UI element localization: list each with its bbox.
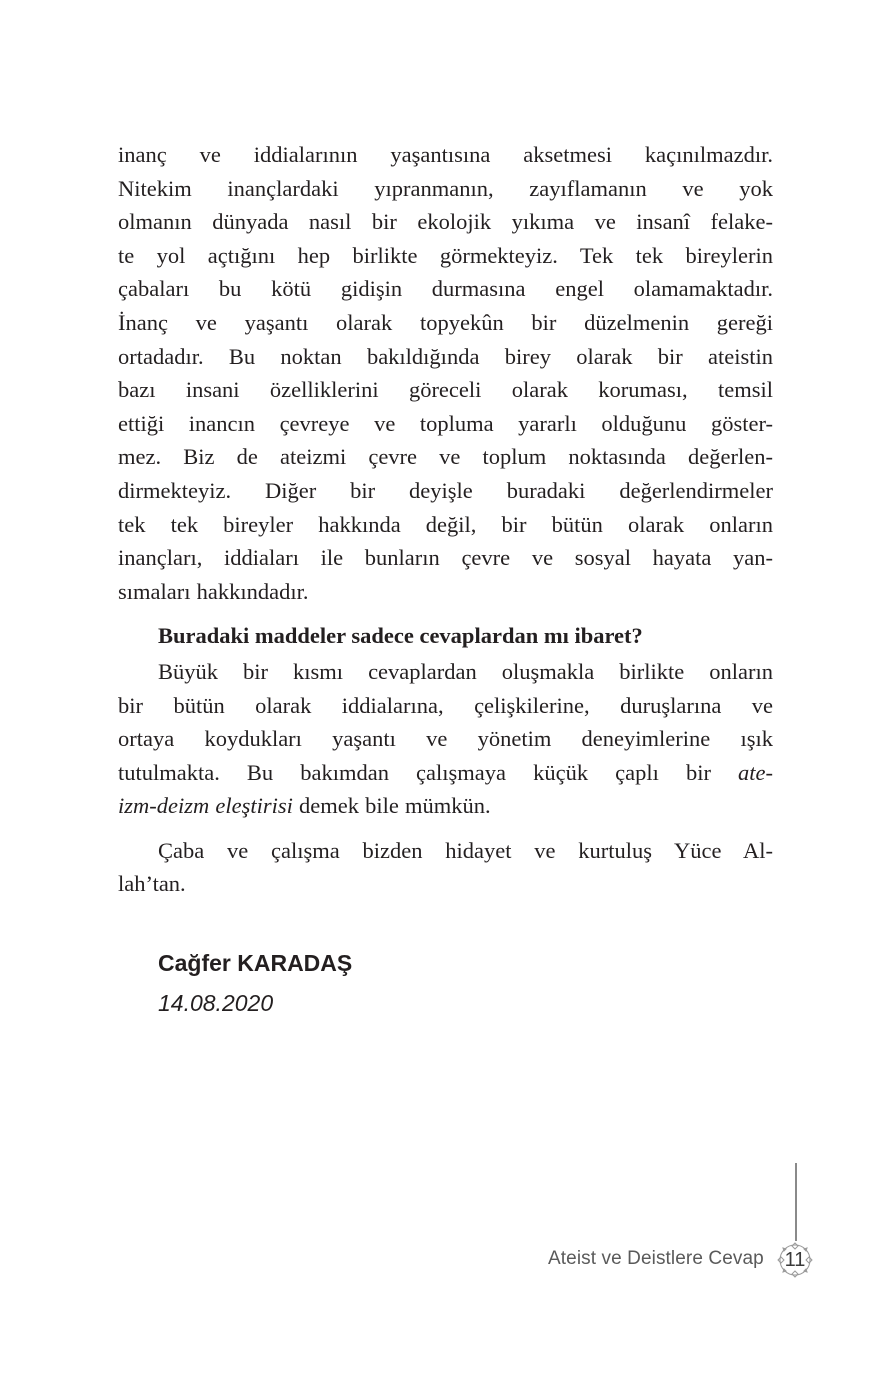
page-body	[118, 138, 773, 901]
page-number-badge	[775, 1240, 815, 1280]
text-line: bir bütün olarak iddialarına, çelişkilerine, duruşlarına ve	[118, 692, 773, 718]
text-line: inançları, iddiaları ile bunların çevre ve sosyal hayata yan-	[118, 545, 773, 571]
paragraph-1	[118, 138, 773, 608]
text-line: Nitekim inançlardaki yıpranmanın, zayıflamanın ve yok	[118, 175, 773, 201]
text-line: bazı insani özelliklerini göreceli olarak koruması, temsil	[118, 377, 773, 403]
text-run: demek bile mümkün.	[292, 793, 491, 819]
text-line: dirmekteyiz. Diğer bir deyişle buradaki değerlendirmeler	[118, 477, 773, 503]
text-line	[118, 756, 773, 790]
text-line: sımaları hakkındadır.	[118, 578, 309, 604]
text-line: olmanın dünyada nasıl bir ekolojik yıkıma ve insanî felake-	[118, 209, 773, 235]
text-line: mez. Biz de ateizmi çevre ve toplum noktasında değerlen-	[118, 444, 773, 470]
text-line: inanç ve iddialarının yaşantısına aksetmesi kaçınılmazdır.	[118, 142, 773, 167]
text-line: te yol açtığını hep birlikte görmekteyiz. Tek tek bireylerin	[118, 242, 773, 268]
section-question-heading: Buradaki maddeler sadece cevaplardan mı ibaret?	[158, 623, 643, 649]
footer-vertical-rule	[795, 1163, 797, 1241]
italic-term: izm-deizm eleştirisi	[118, 793, 293, 819]
text-line: İnanç ve yaşantı olarak topyekûn bir düzelmenin gereği	[118, 309, 773, 335]
signature-date: 14.08.2020	[158, 990, 274, 1016]
italic-term: ate-	[738, 759, 773, 785]
page-number: 11	[784, 1249, 806, 1271]
text-line: ettiği inancın çevreye ve topluma yararlı olduğunu göster-	[118, 410, 773, 436]
text-line: lah’tan.	[118, 871, 186, 897]
paragraph-2	[118, 655, 773, 823]
signature-block	[158, 943, 352, 1023]
text-line: ortadadır. Bu noktan bakıldığında birey olarak bir ateistin	[118, 343, 773, 369]
footer-book-title: Ateist ve Deistlere Cevap	[548, 1248, 764, 1269]
author-name: Cağfer KARADAŞ	[158, 950, 353, 976]
text-line: çabaları bu kötü gidişin durmasına engel olamamaktadır.	[118, 276, 773, 302]
text-run: tutulmakta. Bu bakımdan çalışmaya küçük çaplı bir	[118, 759, 739, 785]
text-line	[118, 789, 773, 823]
text-line: ortaya koydukları yaşantı ve yönetim deneyimlerine ışık	[118, 726, 773, 752]
text-line: Çaba ve çalışma bizden hidayet ve kurtuluş Yüce Al-	[158, 837, 773, 863]
text-line: Büyük bir kısmı cevaplardan oluşmakla birlikte onların	[158, 658, 773, 684]
paragraph-3	[118, 834, 773, 901]
text-line: tek tek bireyler hakkında değil, bir bütün olarak onların	[118, 511, 773, 537]
